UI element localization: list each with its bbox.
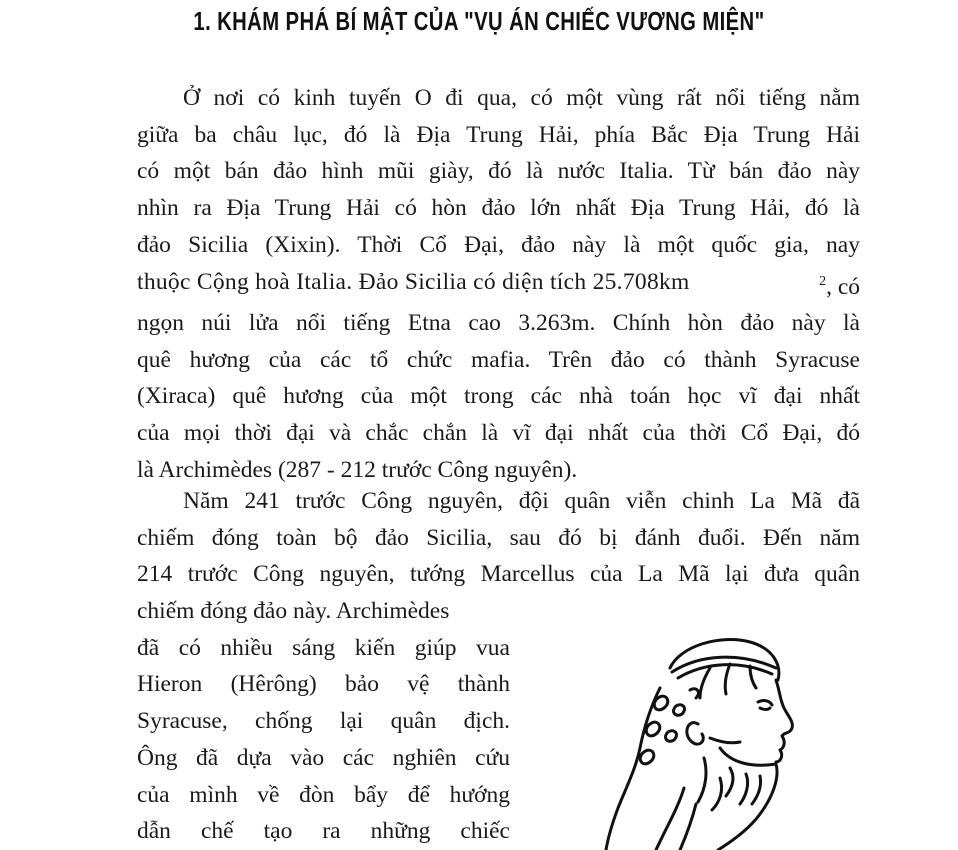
superscript: 2 — [819, 273, 827, 289]
archimedes-portrait-illustration — [600, 628, 800, 850]
paragraph-1 — [137, 80, 860, 489]
paragraph-2-wrapped — [137, 593, 510, 850]
text-line: của mọi thời đại và chắc chắn là vĩ đại nhất của thời Cổ Đại, đó — [137, 420, 860, 447]
text-line: Năm 241 trước Công nguyên, đội quân viễn chinh La Mã đã — [183, 488, 860, 514]
text-line: có một bán đảo hình mũi giày, đó là nước Italia. Từ bán đảo này — [137, 158, 860, 185]
text-line: Syracuse, chống lại quân địch. — [137, 708, 510, 735]
text-line: là Archimèdes (287 - 212 trước Công nguyên). — [137, 456, 578, 483]
text-line: đã có nhiều sáng kiến giúp vua — [137, 634, 510, 661]
text-line: dẫn chế tạo ra những chiếc — [137, 818, 510, 845]
chapter-title: 1. KHÁM PHÁ BÍ MẬT CỦA "VỤ ÁN CHIẾC VƯƠNG MIỆN" — [193, 6, 765, 36]
text-line: Ông đã dựa vào các nghiên cứu — [137, 744, 510, 771]
text-line-area — [137, 264, 860, 306]
text-line: 214 trước Công nguyên, tướng Marcellus của La Mã lại đưa quân — [137, 561, 860, 588]
text-line: thuộc Cộng hoà Italia. Đảo Sicilia có diện tích 25.708km — [137, 268, 690, 295]
text-line: của mình về đòn bẩy để hướng — [137, 781, 510, 808]
text-line-tail: , có — [826, 273, 860, 300]
text-line: Hieron (Hêrông) bảo vệ thành — [137, 671, 510, 698]
paragraph-2 — [137, 483, 860, 593]
text-line: chiếm đóng đảo này. Archimèdes — [137, 598, 450, 624]
text-line: Ở nơi có kinh tuyến O đi qua, có một vùng rất nổi tiếng nằm — [183, 85, 860, 111]
text-line: nhìn ra Địa Trung Hải có hòn đảo lớn nhất Địa Trung Hải, đó là — [137, 195, 860, 222]
text-line: (Xiraca) quê hương của một trong các nhà toán học vĩ đại nhất — [137, 383, 860, 410]
text-line: quê hương của các tổ chức mafia. Trên đảo có thành Syracuse — [137, 346, 860, 373]
text-line: đảo Sicilia (Xixin). Thời Cổ Đại, đảo này là một quốc gia, nay — [137, 231, 860, 258]
text-line: chiếm đóng toàn bộ đảo Sicilia, sau đó bị đánh đuổi. Đến năm — [137, 524, 860, 551]
text-line: ngọn núi lửa nổi tiếng Etna cao 3.263m. Chính hòn đảo này là — [137, 310, 860, 337]
text-line: giữa ba châu lục, đó là Địa Trung Hải, phía Bắc Địa Trung Hải — [137, 121, 860, 148]
